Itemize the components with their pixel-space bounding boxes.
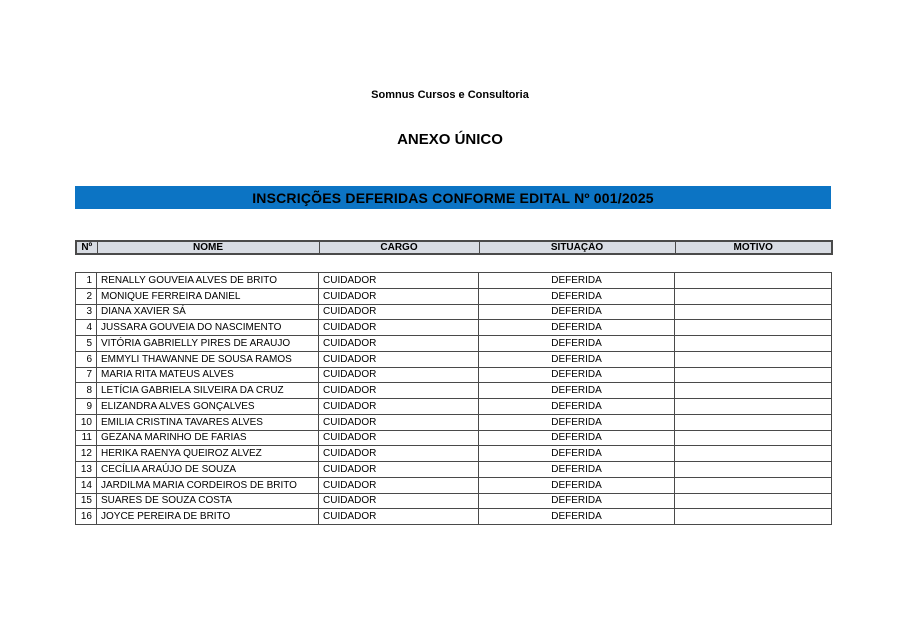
cell-nome: HERIKA RAENYA QUEIROZ ALVEZ [97, 446, 319, 462]
cell-num: 7 [76, 367, 97, 383]
cell-nome: EMMYLI THAWANNE DE SOUSA RAMOS [97, 351, 319, 367]
cell-nome: ELIZANDRA ALVES GONÇALVES [97, 399, 319, 415]
cell-nome: RENALLY GOUVEIA ALVES DE BRITO [97, 273, 319, 289]
cell-num: 2 [76, 288, 97, 304]
cell-motivo [675, 430, 832, 446]
cell-cargo: CUIDADOR [319, 273, 479, 289]
cell-num: 16 [76, 509, 97, 525]
cell-motivo [675, 273, 832, 289]
cell-motivo [675, 367, 832, 383]
cell-cargo: CUIDADOR [319, 336, 479, 352]
cell-situacao: DEFERIDA [479, 430, 675, 446]
cell-motivo [675, 383, 832, 399]
cell-situacao: DEFERIDA [479, 462, 675, 478]
cell-situacao: DEFERIDA [479, 446, 675, 462]
cell-situacao: DEFERIDA [479, 477, 675, 493]
cell-nome: EMILIA CRISTINA TAVARES ALVES [97, 414, 319, 430]
cell-situacao: DEFERIDA [479, 414, 675, 430]
cell-situacao: DEFERIDA [479, 509, 675, 525]
table-row [76, 477, 832, 493]
cell-situacao: DEFERIDA [479, 288, 675, 304]
table-row [76, 399, 832, 415]
cell-num: 13 [76, 462, 97, 478]
cell-motivo [675, 399, 832, 415]
cell-cargo: CUIDADOR [319, 304, 479, 320]
cell-nome: MONIQUE FERREIRA DANIEL [97, 288, 319, 304]
banner-title: INSCRIÇÕES DEFERIDAS CONFORME EDITAL Nº 001/2025 [252, 189, 654, 206]
table-row [76, 493, 832, 509]
table-body [76, 273, 832, 525]
cell-situacao: DEFERIDA [479, 383, 675, 399]
table-row [76, 414, 832, 430]
table-row [76, 462, 832, 478]
cell-motivo [675, 351, 832, 367]
table-row [76, 430, 832, 446]
table-row [76, 336, 832, 352]
banner [75, 186, 831, 209]
cell-situacao: DEFERIDA [479, 493, 675, 509]
cell-num: 14 [76, 477, 97, 493]
cell-num: 10 [76, 414, 97, 430]
cell-num: 4 [76, 320, 97, 336]
cell-cargo: CUIDADOR [319, 430, 479, 446]
cell-nome: LETÍCIA GABRIELA SILVEIRA DA CRUZ [97, 383, 319, 399]
table-row [76, 383, 832, 399]
cell-num: 15 [76, 493, 97, 509]
cell-situacao: DEFERIDA [479, 304, 675, 320]
cell-cargo: CUIDADOR [319, 383, 479, 399]
cell-motivo [675, 477, 832, 493]
col-header-cargo: CARGO [319, 241, 479, 254]
cell-motivo [675, 446, 832, 462]
table-row [76, 304, 832, 320]
col-header-situacao: SITUAÇÃO [479, 241, 675, 254]
cell-num: 11 [76, 430, 97, 446]
doc-title: ANEXO ÚNICO [397, 131, 503, 148]
cell-cargo: CUIDADOR [319, 414, 479, 430]
cell-situacao: DEFERIDA [479, 320, 675, 336]
cell-cargo: CUIDADOR [319, 462, 479, 478]
cell-cargo: CUIDADOR [319, 351, 479, 367]
cell-motivo [675, 509, 832, 525]
cell-motivo [675, 320, 832, 336]
col-header-num: Nº [76, 241, 97, 254]
org-name: Somnus Cursos e Consultoria [371, 89, 529, 101]
cell-num: 9 [76, 399, 97, 415]
cell-num: 8 [76, 383, 97, 399]
cell-cargo: CUIDADOR [319, 320, 479, 336]
cell-motivo [675, 462, 832, 478]
cell-situacao: DEFERIDA [479, 351, 675, 367]
cell-num: 1 [76, 273, 97, 289]
table-row [76, 351, 832, 367]
cell-nome: GEZANA MARINHO DE FARIAS [97, 430, 319, 446]
registrations-table-header [75, 240, 833, 255]
cell-motivo [675, 493, 832, 509]
cell-num: 5 [76, 336, 97, 352]
cell-motivo [675, 336, 832, 352]
cell-nome: SUARES DE SOUZA COSTA [97, 493, 319, 509]
table-row [76, 367, 832, 383]
cell-cargo: CUIDADOR [319, 288, 479, 304]
table-row [76, 446, 832, 462]
cell-situacao: DEFERIDA [479, 273, 675, 289]
header-row [76, 241, 832, 254]
cell-nome: MARIA RITA MATEUS ALVES [97, 367, 319, 383]
registrations-table [75, 272, 832, 525]
cell-cargo: CUIDADOR [319, 509, 479, 525]
table-row [76, 320, 832, 336]
cell-cargo: CUIDADOR [319, 367, 479, 383]
cell-cargo: CUIDADOR [319, 477, 479, 493]
col-header-nome: NOME [97, 241, 319, 254]
table-row [76, 509, 832, 525]
table-row [76, 288, 832, 304]
cell-cargo: CUIDADOR [319, 399, 479, 415]
cell-motivo [675, 304, 832, 320]
cell-motivo [675, 414, 832, 430]
cell-num: 3 [76, 304, 97, 320]
col-header-motivo: MOTIVO [675, 241, 832, 254]
cell-situacao: DEFERIDA [479, 399, 675, 415]
cell-nome: JUSSARA GOUVEIA DO NASCIMENTO [97, 320, 319, 336]
cell-situacao: DEFERIDA [479, 367, 675, 383]
cell-cargo: CUIDADOR [319, 493, 479, 509]
cell-nome: DIANA XAVIER SÁ [97, 304, 319, 320]
cell-num: 6 [76, 351, 97, 367]
cell-motivo [675, 288, 832, 304]
cell-nome: JOYCE PEREIRA DE BRITO [97, 509, 319, 525]
cell-nome: JARDILMA MARIA CORDEIROS DE BRITO [97, 477, 319, 493]
cell-nome: CECÍLIA ARAÚJO DE SOUZA [97, 462, 319, 478]
cell-cargo: CUIDADOR [319, 446, 479, 462]
cell-situacao: DEFERIDA [479, 336, 675, 352]
table-row [76, 273, 832, 289]
cell-nome: VITÓRIA GABRIELLY PIRES DE ARAUJO [97, 336, 319, 352]
cell-num: 12 [76, 446, 97, 462]
